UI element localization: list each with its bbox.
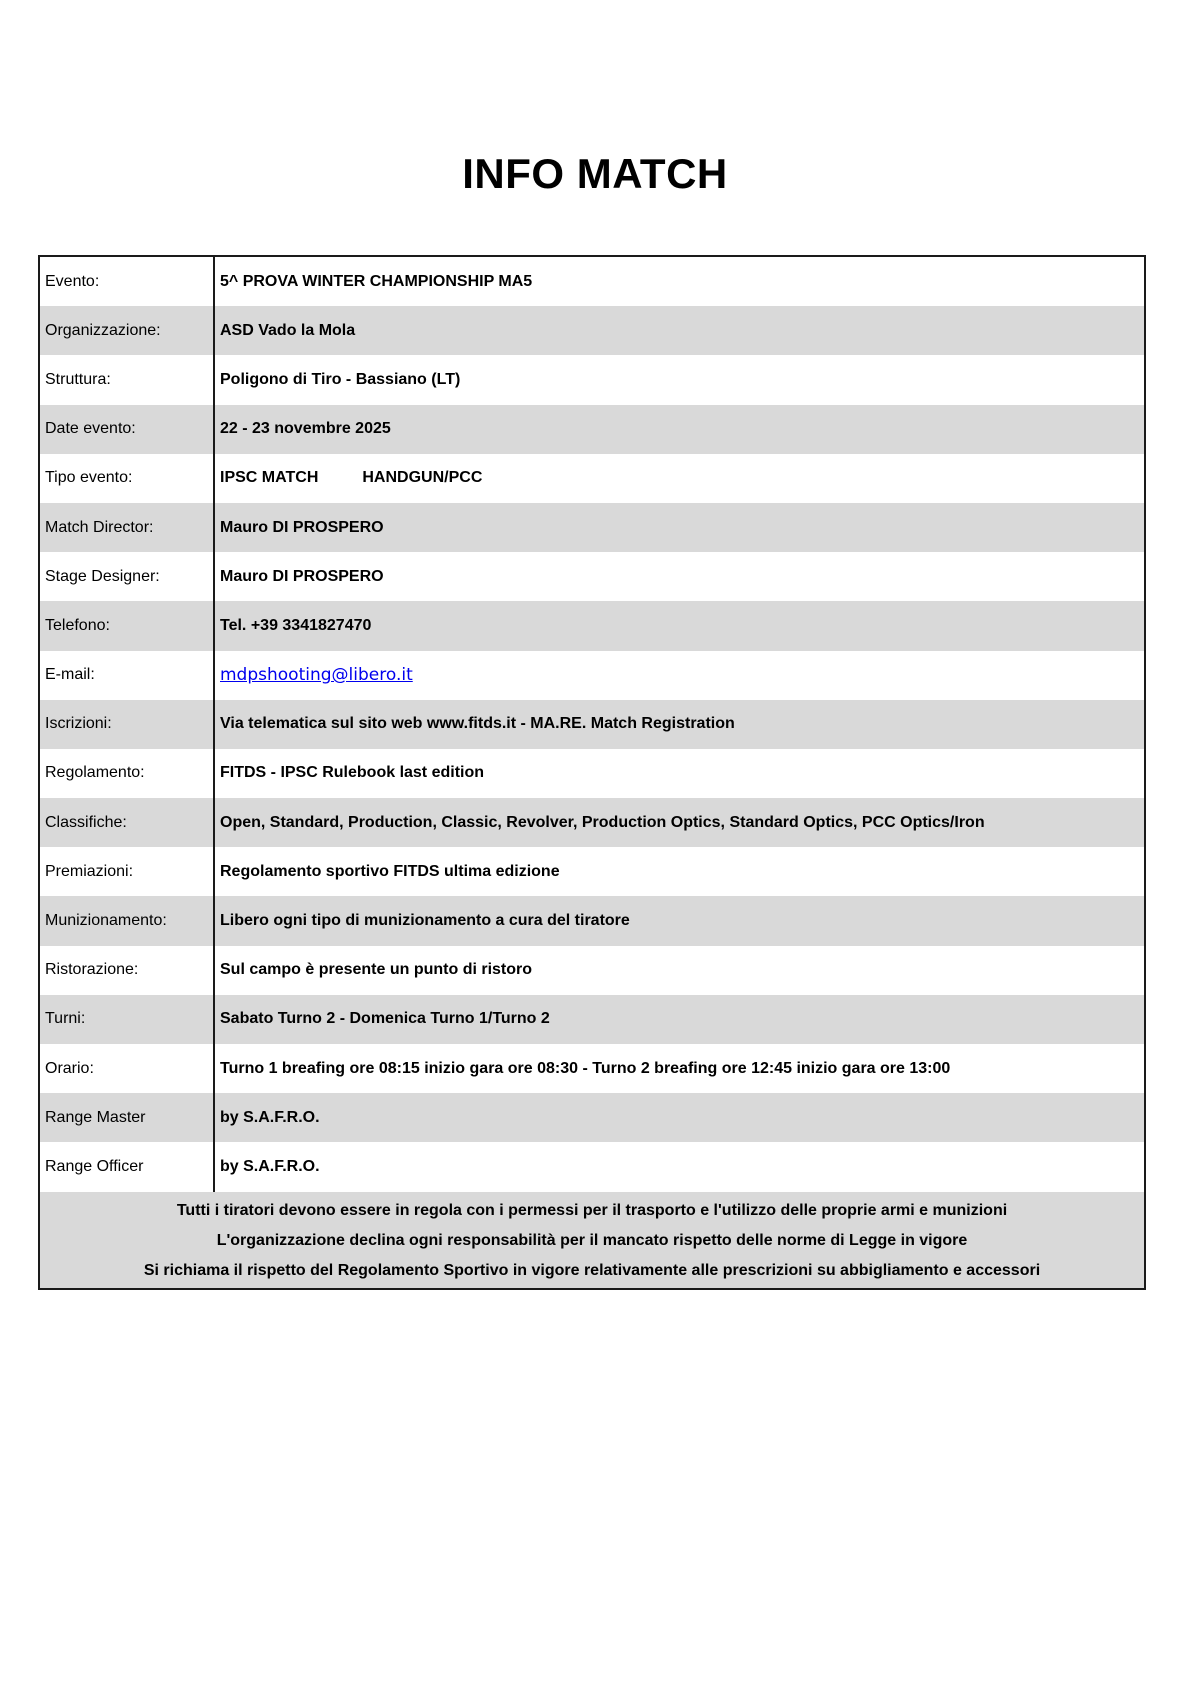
value-match-director: Mauro DI PROSPERO — [220, 518, 384, 536]
value-range-master: by S.A.F.R.O. — [220, 1108, 320, 1126]
label-evento: Evento: — [40, 257, 215, 306]
label-date-evento: Date evento: — [40, 405, 215, 454]
label-regolamento: Regolamento: — [40, 749, 215, 798]
row-tipo-evento — [40, 454, 1144, 503]
value-tipo-evento-discipline: HANDGUN/PCC — [362, 469, 483, 487]
row-regolamento — [40, 749, 1144, 798]
row-match-director — [40, 503, 1144, 552]
row-classifiche — [40, 798, 1144, 847]
value-email — [215, 651, 1144, 700]
value-iscrizioni: Via telematica sul sito web www.fitds.it - MA.RE. Match Registration — [220, 715, 735, 733]
row-email — [40, 651, 1144, 700]
row-ristorazione — [40, 946, 1144, 995]
row-date-evento — [40, 405, 1144, 454]
value-stage-designer: Mauro DI PROSPERO — [220, 567, 384, 585]
value-tipo-evento — [215, 454, 1144, 503]
value-range-officer: by S.A.F.R.O. — [220, 1157, 320, 1175]
row-telefono — [40, 601, 1144, 650]
row-range-officer — [40, 1142, 1144, 1191]
value-organizzazione: ASD Vado la Mola — [220, 321, 356, 339]
row-orario — [40, 1044, 1144, 1093]
value-classifiche: Open, Standard, Production, Classic, Revolver, Production Optics, Standard Optics, PCC Optics/Iron — [220, 813, 985, 831]
footer-notes — [40, 1192, 1144, 1288]
label-munizionamento: Munizionamento: — [40, 896, 215, 945]
row-stage-designer — [40, 552, 1144, 601]
label-range-officer: Range Officer — [40, 1142, 215, 1191]
row-struttura — [40, 355, 1144, 404]
row-iscrizioni — [40, 700, 1144, 749]
value-munizionamento: Libero ogni tipo di munizionamento a cura del tiratore — [220, 912, 630, 930]
row-munizionamento — [40, 896, 1144, 945]
row-evento — [40, 257, 1144, 306]
row-turni — [40, 995, 1144, 1044]
value-evento: 5^ PROVA WINTER CHAMPIONSHIP MA5 — [220, 272, 533, 290]
label-iscrizioni: Iscrizioni: — [40, 700, 215, 749]
value-premiazioni: Regolamento sportivo FITDS ultima edizione — [220, 862, 560, 880]
label-ristorazione: Ristorazione: — [40, 946, 215, 995]
row-premiazioni — [40, 847, 1144, 896]
label-range-master: Range Master — [40, 1093, 215, 1142]
value-tipo-evento-type: IPSC MATCH — [220, 469, 319, 487]
label-premiazioni: Premiazioni: — [40, 847, 215, 896]
label-stage-designer: Stage Designer: — [40, 552, 215, 601]
footer-note-liability: L'organizzazione declina ogni responsabilità per il mancato rispetto delle norme di Legge in vigore — [216, 1231, 968, 1249]
value-struttura: Poligono di Tiro - Bassiano (LT) — [220, 370, 461, 388]
footer-note-dress-code: Si richiama il rispetto del Regolamento Sportivo in vigore relativamente alle prescrizioni su abbigliamento e accessori — [143, 1261, 1041, 1279]
label-struttura: Struttura: — [40, 355, 215, 404]
value-telefono: Tel. +39 3341827470 — [220, 616, 372, 634]
page-title: INFO MATCH — [462, 150, 728, 197]
label-classifiche: Classifiche: — [40, 798, 215, 847]
value-date-evento: 22 - 23 novembre 2025 — [220, 420, 391, 438]
label-email: E-mail: — [40, 651, 215, 700]
row-organizzazione — [40, 306, 1144, 355]
value-turni: Sabato Turno 2 - Domenica Turno 1/Turno 2 — [220, 1010, 550, 1028]
label-match-director: Match Director: — [40, 503, 215, 552]
row-range-master — [40, 1093, 1144, 1142]
footer-note-permits: Tutti i tiratori devono essere in regola con i permessi per il trasporto e l'utilizzo delle proprie armi e munizioni — [176, 1201, 1008, 1219]
label-tipo-evento: Tipo evento: — [40, 454, 215, 503]
label-telefono: Telefono: — [40, 601, 215, 650]
info-table — [38, 255, 1146, 1290]
email-link[interactable]: mdpshooting@libero.it — [220, 665, 413, 686]
label-organizzazione: Organizzazione: — [40, 306, 215, 355]
label-turni: Turni: — [40, 995, 215, 1044]
value-orario: Turno 1 breafing ore 08:15 inizio gara ore 08:30 - Turno 2 breafing ore 12:45 inizio gara ore 13:00 — [220, 1059, 951, 1077]
value-ristorazione: Sul campo è presente un punto di ristoro — [220, 961, 533, 979]
value-regolamento: FITDS - IPSC Rulebook last edition — [220, 764, 485, 782]
label-orario: Orario: — [40, 1044, 215, 1093]
